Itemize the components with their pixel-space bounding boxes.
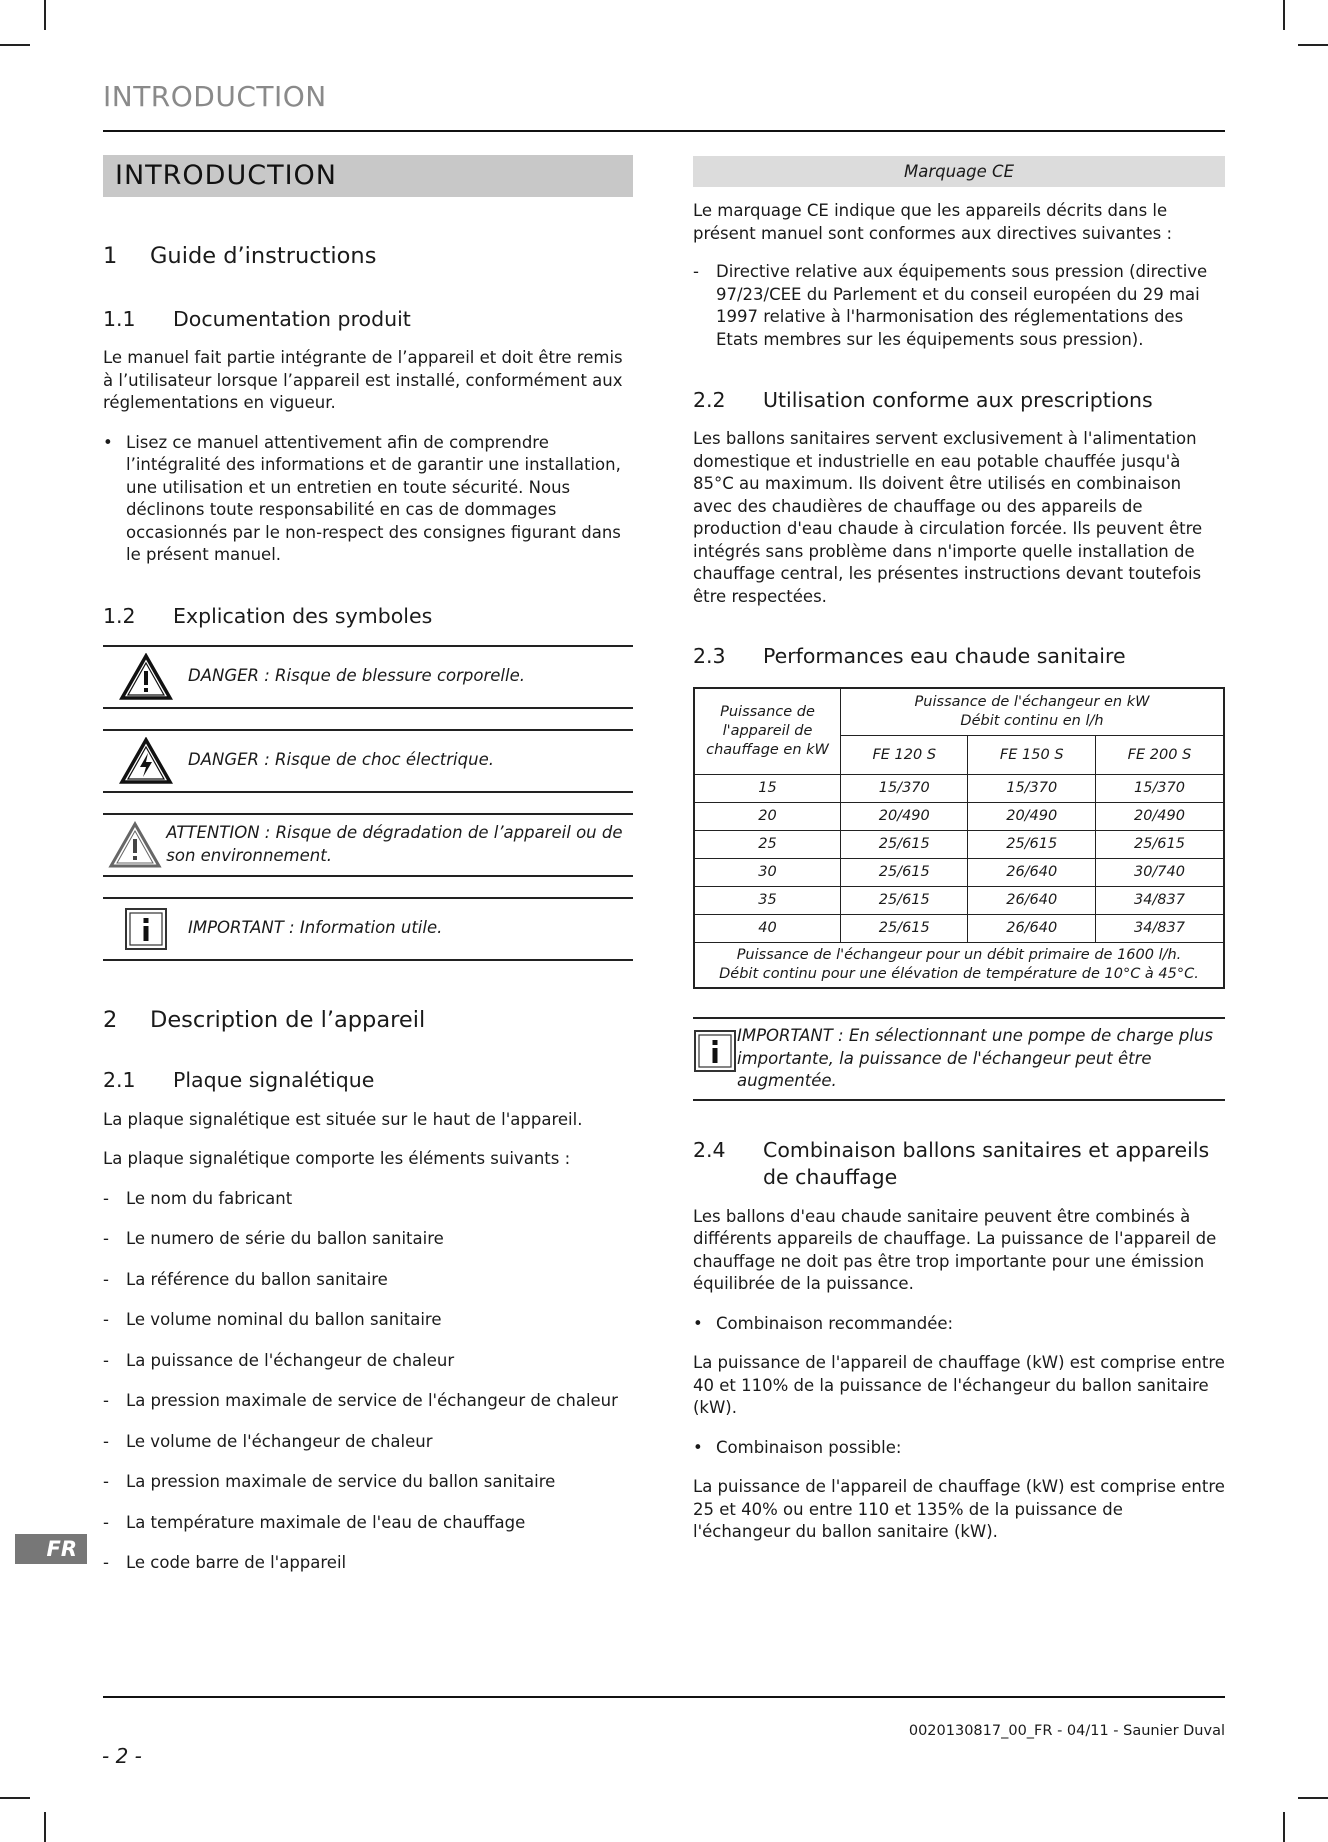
symbol-row-electric — [103, 729, 633, 793]
usage-paragraph: Les ballons sanitaires servent exclusivement à l'alimentation domestique et industrielle en eau potable chauffée jusqu'à 85°C au maximum. Ils doivent être utilisés en combinaison avec des chaudières de chauffage ou des appareils de production d'eau chaude à circulation forcée. Ils peuvent être intégrés sans problème dans n'importe quelle installation de chauffage central, les présentes instructions devant toutefois être respectées. — [693, 429, 1203, 606]
list-item: - La référence du ballon sanitaire — [103, 1269, 388, 1289]
section-title: Documentation produit — [173, 307, 411, 331]
section-title: Guide d’instructions — [150, 243, 377, 269]
section-2-3-heading — [693, 644, 1225, 668]
table-header-cell: FE 120 S — [841, 736, 968, 775]
combination-possible-text: La puissance de l'appareil de chauffage (kW) est comprise entre 25 et 40% ou entre 110 et 135% de la puissance de l'échangeur du ballon sanitaire (kW). — [693, 1477, 1225, 1541]
list-item: - La température maximale de l'eau de chauffage — [103, 1512, 526, 1532]
crop-mark — [44, 0, 46, 30]
section-number: 2 — [103, 1006, 118, 1033]
important-note — [693, 1017, 1225, 1101]
symbol-description: DANGER : Risque de choc électrique. — [188, 750, 494, 770]
crop-mark — [1298, 44, 1328, 46]
bullet-dot: • — [103, 432, 113, 452]
section-1-heading — [103, 243, 633, 269]
page-number: - 2 - — [102, 1744, 142, 1768]
performance-table — [693, 687, 1225, 989]
section-number: 2.3 — [693, 644, 726, 668]
crop-mark — [1298, 1797, 1328, 1799]
section-number: 1.2 — [103, 603, 136, 628]
left-column — [103, 150, 633, 1575]
section-title: Explication des symboles — [173, 603, 433, 628]
symbol-description: IMPORTANT : Information utile. — [188, 918, 443, 938]
section-2-4-heading — [693, 1137, 1225, 1191]
crop-mark — [1283, 1812, 1285, 1842]
language-tab: FR — [15, 1534, 87, 1564]
combination-bullet-possible: • Combinaison possible: — [693, 1437, 902, 1457]
attention-warning-icon — [108, 821, 162, 869]
symbol-description: DANGER : Risque de blessure corporelle. — [188, 666, 525, 686]
header-rule — [103, 130, 1225, 132]
section-2-heading — [103, 1007, 633, 1033]
table-group-header: Puissance de l'échangeur en kW Débit continu en l/h — [841, 688, 1225, 736]
directive-text: Directive relative aux équipements sous pression (directive 97/23/CEE du Parlement et du conseil européen du 29 mai 1997 relative à l'harmonisation des réglementations des Etats membres sur les équipements sous pression). — [716, 262, 1208, 349]
table-row: 30 25/615 26/640 30/740 — [694, 859, 1224, 887]
section-title: Utilisation conforme aux prescriptions — [763, 388, 1153, 412]
electric-shock-icon — [119, 737, 173, 785]
danger-warning-icon — [119, 653, 173, 701]
list-item: - La puissance de l'échangeur de chaleur — [103, 1350, 455, 1370]
crop-mark — [44, 1812, 46, 1842]
list-item: - La pression maximale de service de l'échangeur de chaleur — [103, 1391, 618, 1410]
section-number: 2.2 — [693, 388, 726, 412]
important-note-text: IMPORTANT : En sélectionnant une pompe de charge plus importante, la puissance de l'échangeur peut être augmentée. — [737, 1026, 1213, 1090]
right-column — [693, 150, 1225, 1544]
plate-elements-list — [103, 1188, 633, 1575]
combination-recommended-text: La puissance de l'appareil de chauffage (kW) est comprise entre 40 et 110% de la puissance de l'échangeur du ballon sanitaire (kW). — [693, 1353, 1225, 1417]
section-1-2-heading — [103, 604, 633, 628]
section-number: 2.4 — [693, 1137, 726, 1162]
crop-mark — [0, 1797, 30, 1799]
symbol-row-danger — [103, 645, 633, 709]
list-item: - Le volume nominal du ballon sanitaire — [103, 1310, 442, 1329]
symbol-description: ATTENTION : Risque de dégradation de l’appareil ou de son environnement. — [166, 823, 623, 865]
crop-mark — [0, 44, 30, 46]
section-2-1-heading — [103, 1068, 633, 1092]
plate-paragraph-1: La plaque signalétique est située sur le haut de l'appareil. — [103, 1109, 583, 1129]
ce-directive-item: - Directive relative aux équipements sous pression (directive 97/23/CEE du Parlement et du conseil européen du 29 mai 1997 relative à l'harmonisation des réglementations des Etats membres sur les équipements sous pression). — [693, 261, 1225, 351]
section-title: Combinaison ballons sanitaires et appareils de chauffage — [763, 1137, 1210, 1189]
documentation-bullet — [103, 432, 633, 567]
list-item: - Le code barre de l'appareil — [103, 1553, 347, 1572]
list-item: - Le numero de série du ballon sanitaire — [103, 1229, 444, 1248]
section-1-1-heading — [103, 307, 633, 331]
table-row: 35 25/615 26/640 34/837 — [694, 887, 1224, 915]
ce-paragraph: Le marquage CE indique que les appareils décrits dans le présent manuel sont conformes aux directives suivantes : — [693, 201, 1173, 243]
bullet-text: Lisez ce manuel attentivement afin de comprendre l’intégralité des informations et de garantir une installation, une utilisation et un entretien en toute sécurité. Nous déclinons toute responsabilité en cas de dommages occasionnés par le non-respect des consignes figurant dans le présent manuel. — [126, 432, 621, 564]
list-item: - Le nom du fabricant — [103, 1188, 293, 1208]
section-number: 2.1 — [103, 1067, 136, 1092]
section-2-2-heading — [693, 388, 1225, 412]
list-item: - La pression maximale de service du ballon sanitaire — [103, 1472, 556, 1491]
section-title: Performances eau chaude sanitaire — [763, 644, 1126, 668]
section-title: Description de l’appareil — [150, 1006, 426, 1033]
table-row: 20 20/490 20/490 20/490 — [694, 803, 1224, 831]
combination-bullet-recommended: • Combinaison recommandée: — [693, 1313, 954, 1333]
crop-mark — [1283, 0, 1285, 30]
list-item: - Le volume de l'échangeur de chaleur — [103, 1431, 433, 1451]
combination-paragraph: Les ballons d'eau chaude sanitaire peuvent être combinés à différents appareils de chauffage. La puissance de l'appareil de chauffage ne doit pas être trop importante pour une émission équilibrée de la puissance. — [693, 1206, 1217, 1293]
plate-paragraph-2: La plaque signalétique comporte les éléments suivants : — [103, 1149, 571, 1168]
table-header-cell: FE 150 S — [968, 736, 1095, 775]
table-row: 25 25/615 25/615 25/615 — [694, 831, 1224, 859]
running-header: INTRODUCTION — [103, 80, 327, 113]
info-icon — [124, 907, 168, 951]
table-header-cell: Puissance de l'appareil de chauffage en kW — [694, 688, 841, 775]
section-title: Plaque signalétique — [173, 1067, 375, 1092]
document-reference: 0020130817_00_FR - 04/11 - Saunier Duval — [908, 1723, 1225, 1739]
info-icon — [693, 1029, 737, 1073]
table-footnote: Puissance de l'échangeur pour un débit primaire de 1600 l/h. Débit continu pour une élévation de température de 10°C à 45°C. — [694, 943, 1224, 989]
table-header-cell: FE 200 S — [1095, 736, 1224, 775]
footer-rule — [103, 1696, 1225, 1698]
symbol-row-attention — [103, 813, 633, 877]
section-number: 1 — [103, 243, 118, 269]
symbol-row-important — [103, 897, 633, 961]
table-row: 40 25/615 26/640 34/837 — [694, 915, 1224, 943]
ce-marking-title: Marquage CE — [693, 156, 1225, 187]
documentation-paragraph: Le manuel fait partie intégrante de l’appareil et doit être remis à l’utilisateur lorsque l’appareil est installé, conformément aux réglementations en vigueur. — [103, 348, 623, 412]
section-banner: INTRODUCTION — [103, 155, 633, 197]
section-number: 1.1 — [103, 307, 136, 331]
table-row: 15 15/370 15/370 15/370 — [694, 775, 1224, 803]
